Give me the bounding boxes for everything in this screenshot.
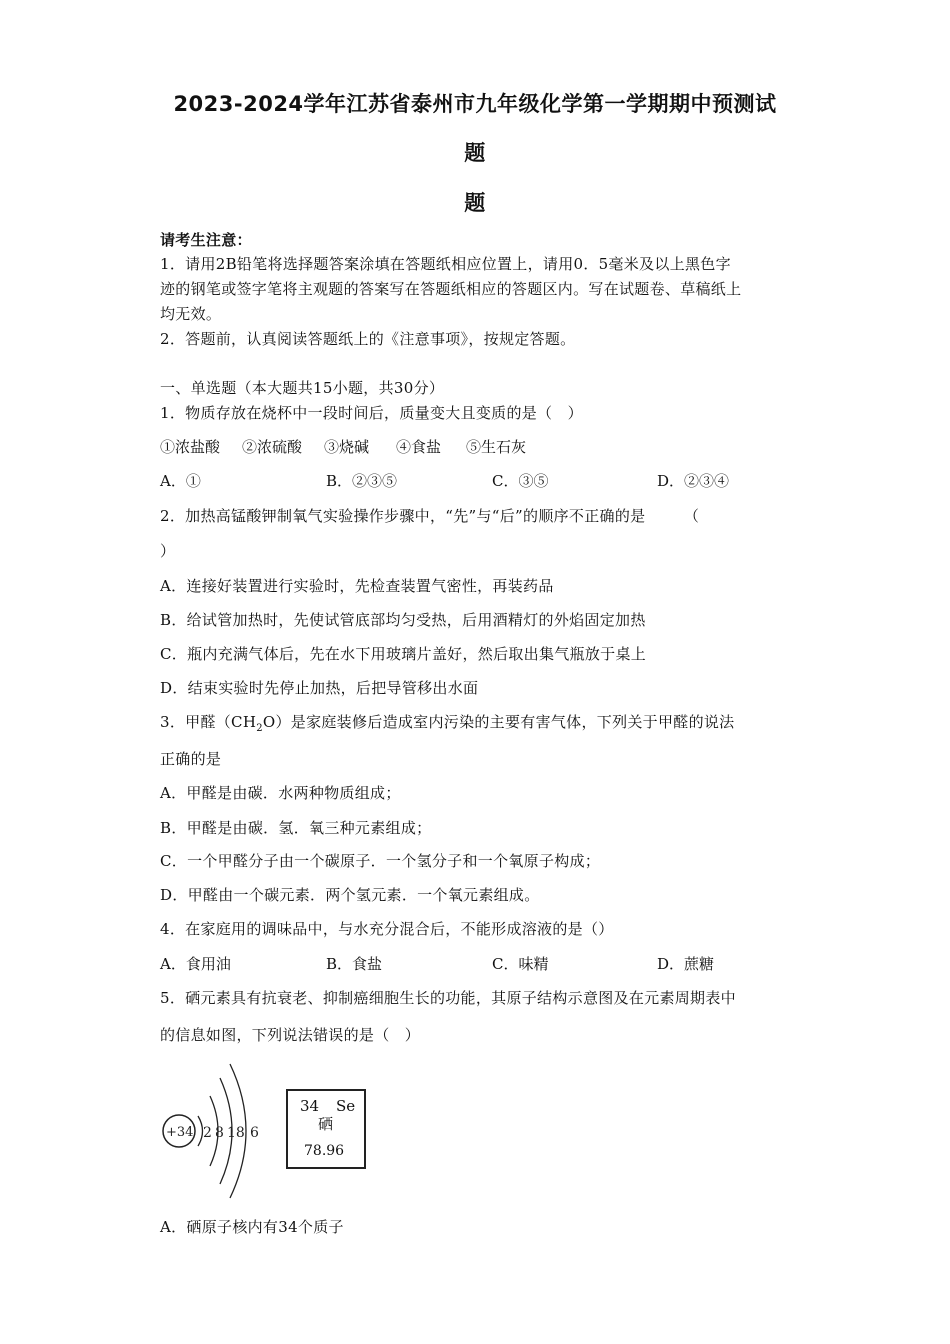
notice-line-3: 均无效。 <box>160 305 222 323</box>
q2-stem: 2．加热高锰酸钾制氧气实验操作步骤中，“先”与“后”的顺序不正确的是 （ <box>160 507 700 525</box>
exam-title: 2023-2024学年江苏省泰州市九年级化学第一学期期中预测试 <box>173 92 777 116</box>
q4-option-b[interactable]: B．食盐 <box>326 955 383 973</box>
exam-title-repeat: 题 <box>464 191 486 215</box>
q1-option-b[interactable]: B．②③⑤ <box>326 472 398 490</box>
q4-option-d[interactable]: D．蔗糖 <box>657 955 715 973</box>
q3-option-b[interactable]: B．甲醛是由碳．氢．氧三种元素组成； <box>160 819 432 837</box>
notice-line-4: 2．答题前，认真阅读答题纸上的《注意事项》，按规定答题。 <box>160 330 576 348</box>
shell-electrons: 2 <box>203 1125 212 1141</box>
electron-shell-arc <box>198 1116 203 1146</box>
q1-stem: 1．物质存放在烧杯中一段时间后，质量变大且变质的是（ ） <box>160 404 583 422</box>
q3-stem-prefix: 3．甲醛（CH <box>160 713 257 731</box>
nucleus-charge: +34 <box>166 1125 194 1140</box>
atomic-number: 34 <box>300 1097 320 1115</box>
notice-heading: 请考生注意： <box>160 231 252 249</box>
exam-title-continuation: 题 <box>464 141 486 165</box>
q3-option-d[interactable]: D．甲醛由一个碳元素．两个氢元素．一个氧元素组成。 <box>160 886 540 904</box>
shell-electrons: 6 <box>250 1125 259 1141</box>
q2-option-d[interactable]: D．结束实验时先停止加热，后把导管移出水面 <box>160 679 479 697</box>
q2-stem-end: ） <box>160 542 176 560</box>
q1-items <box>160 436 800 458</box>
q1-option-a[interactable]: A．① <box>160 472 201 490</box>
element-name: 硒 <box>318 1115 334 1133</box>
q5-stem: 5．硒元素具有抗衰老、抑制癌细胞生长的功能，其原子结构示意图及在元素周期表中 <box>160 989 736 1007</box>
q1-option-c[interactable]: C．③⑤ <box>492 472 549 490</box>
q5-stem-line2: 的信息如图，下列说法错误的是（ ） <box>160 1026 421 1044</box>
atomic-mass: 78.96 <box>304 1143 345 1159</box>
q3-stem-line2: 正确的是 <box>160 750 222 768</box>
q1-option-d[interactable]: D．②③④ <box>657 472 730 490</box>
q4-option-c[interactable]: C．味精 <box>492 955 549 973</box>
q2-option-b[interactable]: B．给试管加热时，先使试管底部均匀受热，后用酒精灯的外焰固定加热 <box>160 611 646 629</box>
shell-electrons: 18 <box>227 1125 245 1141</box>
q4-option-a[interactable]: A．食用油 <box>160 955 231 973</box>
q5-option-a[interactable]: A．硒原子核内有34个质子 <box>160 1218 344 1236</box>
q3-option-c[interactable]: C．一个甲醛分子由一个碳原子．一个氢分子和一个氧原子构成； <box>160 852 601 870</box>
q1-item: ③烧碱 <box>324 438 370 456</box>
q3-stem <box>160 711 800 734</box>
q2-option-c[interactable]: C．瓶内充满气体后，先在水下用玻璃片盖好，然后取出集气瓶放于桌上 <box>160 645 647 663</box>
q4-options <box>160 953 800 975</box>
q1-item: ①浓盐酸 <box>160 438 221 456</box>
q3-formula-subscript: 2 <box>256 723 263 734</box>
q1-item: ⑤生石灰 <box>466 438 527 456</box>
element-symbol: Se <box>336 1097 356 1115</box>
q3-stem-suffix: O）是家庭装修后造成室内污染的主要有害气体，下列关于甲醛的说法 <box>262 713 735 731</box>
q2-option-a[interactable]: A．连接好装置进行实验时，先检查装置气密性，再装药品 <box>160 577 554 595</box>
selenium-figure <box>160 1056 380 1206</box>
q3-option-a[interactable]: A．甲醛是由碳．水两种物质组成； <box>160 784 401 802</box>
shell-electrons: 8 <box>215 1125 224 1141</box>
q1-item: ②浓硫酸 <box>242 438 303 456</box>
notice-line-1: 1．请用2B铅笔将选择题答案涂填在答题纸相应位置上，请用0．5毫米及以上黑色字 <box>160 255 731 273</box>
section-heading: 一、单选题（本大题共15小题，共30分） <box>160 379 445 397</box>
q1-options <box>160 470 800 492</box>
atom-structure-diagram <box>160 1056 280 1206</box>
periodic-table-cell <box>286 1089 366 1169</box>
q1-item: ④食盐 <box>396 438 442 456</box>
q4-stem: 4．在家庭用的调味品中，与水充分混合后，不能形成溶液的是（） <box>160 920 614 938</box>
notice-line-2: 迹的钢笔或签字笔将主观题的答案写在答题纸相应的答题区内。写在试题卷、草稿纸上 <box>160 280 742 298</box>
